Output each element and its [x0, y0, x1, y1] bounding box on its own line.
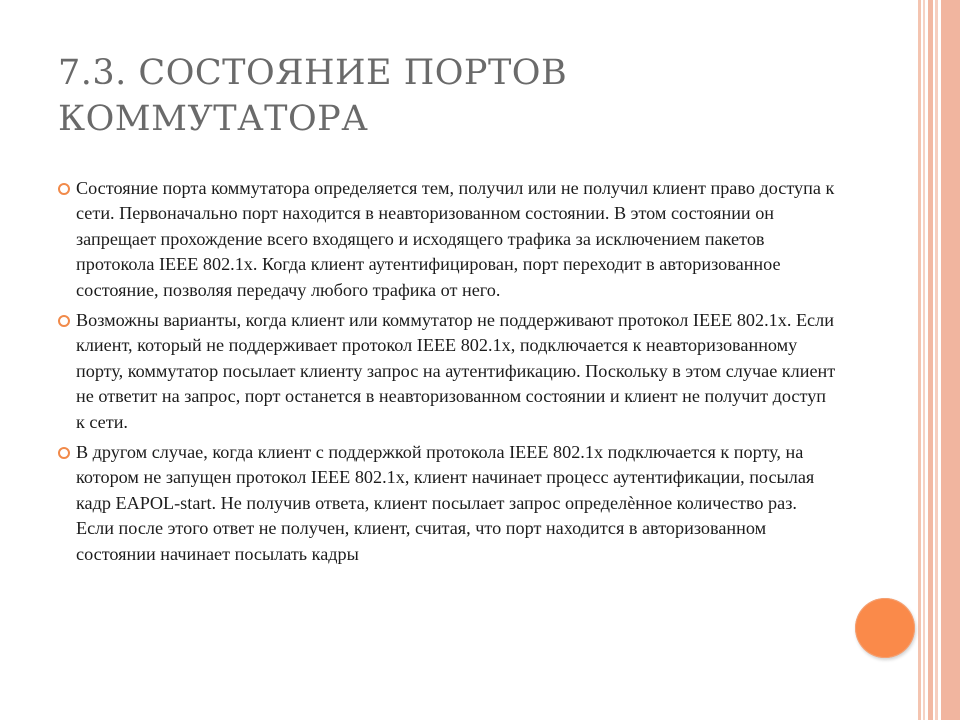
bullet-item — [58, 176, 838, 303]
decorative-stripe — [928, 0, 933, 720]
bullet-text: Возможны варианты, когда клиент или коммутатор не поддерживают протокол IEEE 802.1x. Если клиент, который не поддерживает протокол IEEE 802.1x, подключается к неавторизованному порту, коммутатор посылает клиенту запрос на аутентификацию. Поскольку в этом случае клиент не ответит на запрос, порт останется в неавторизованном состоянии и клиент не получит доступ к сети. — [76, 310, 836, 432]
decorative-stripe — [918, 0, 921, 720]
bullet-text: Состояние порта коммутатора определяется тем, получил или не получил клиент право доступа к сети. Первоначально порт находится в неавторизованном состоянии. В этом состоянии он запрещает прохождение всего входящего и исходящего трафика за исключением пакетов протокола IEEE 802.1x. Когда клиент аутентифицирован, порт переходит в авторизованное состояние, позволяя передачу любого трафика от него. — [76, 178, 835, 300]
bullet-list — [58, 176, 838, 572]
decorative-stripe — [923, 0, 925, 720]
bullet-item — [58, 308, 838, 435]
slide-title: 7.3. СОСТОЯНИЕ ПОРТОВ КОММУТАТОРА — [58, 53, 568, 139]
circle-bullet-icon — [58, 183, 70, 195]
bullet-text: В другом случае, когда клиент с поддержкой протокола IEEE 802.1x подключается к порту, на котором не запущен протокол IEEE 802.1x, клиент начинает процесс аутентификации, посылая кадр EAPOL-start. Не получив ответа, клиент посылает запрос определѐнное количество раз. Если после этого ответ не получен, клиент, считая, что порт находится в авторизованном состоянии начинает посылать кадры — [76, 442, 815, 564]
circle-bullet-icon — [58, 315, 70, 327]
decorative-stripe — [941, 0, 960, 720]
decorative-circle-icon — [855, 598, 915, 658]
circle-bullet-icon — [58, 447, 70, 459]
bullet-item — [58, 440, 838, 567]
decorative-stripe — [935, 0, 938, 720]
